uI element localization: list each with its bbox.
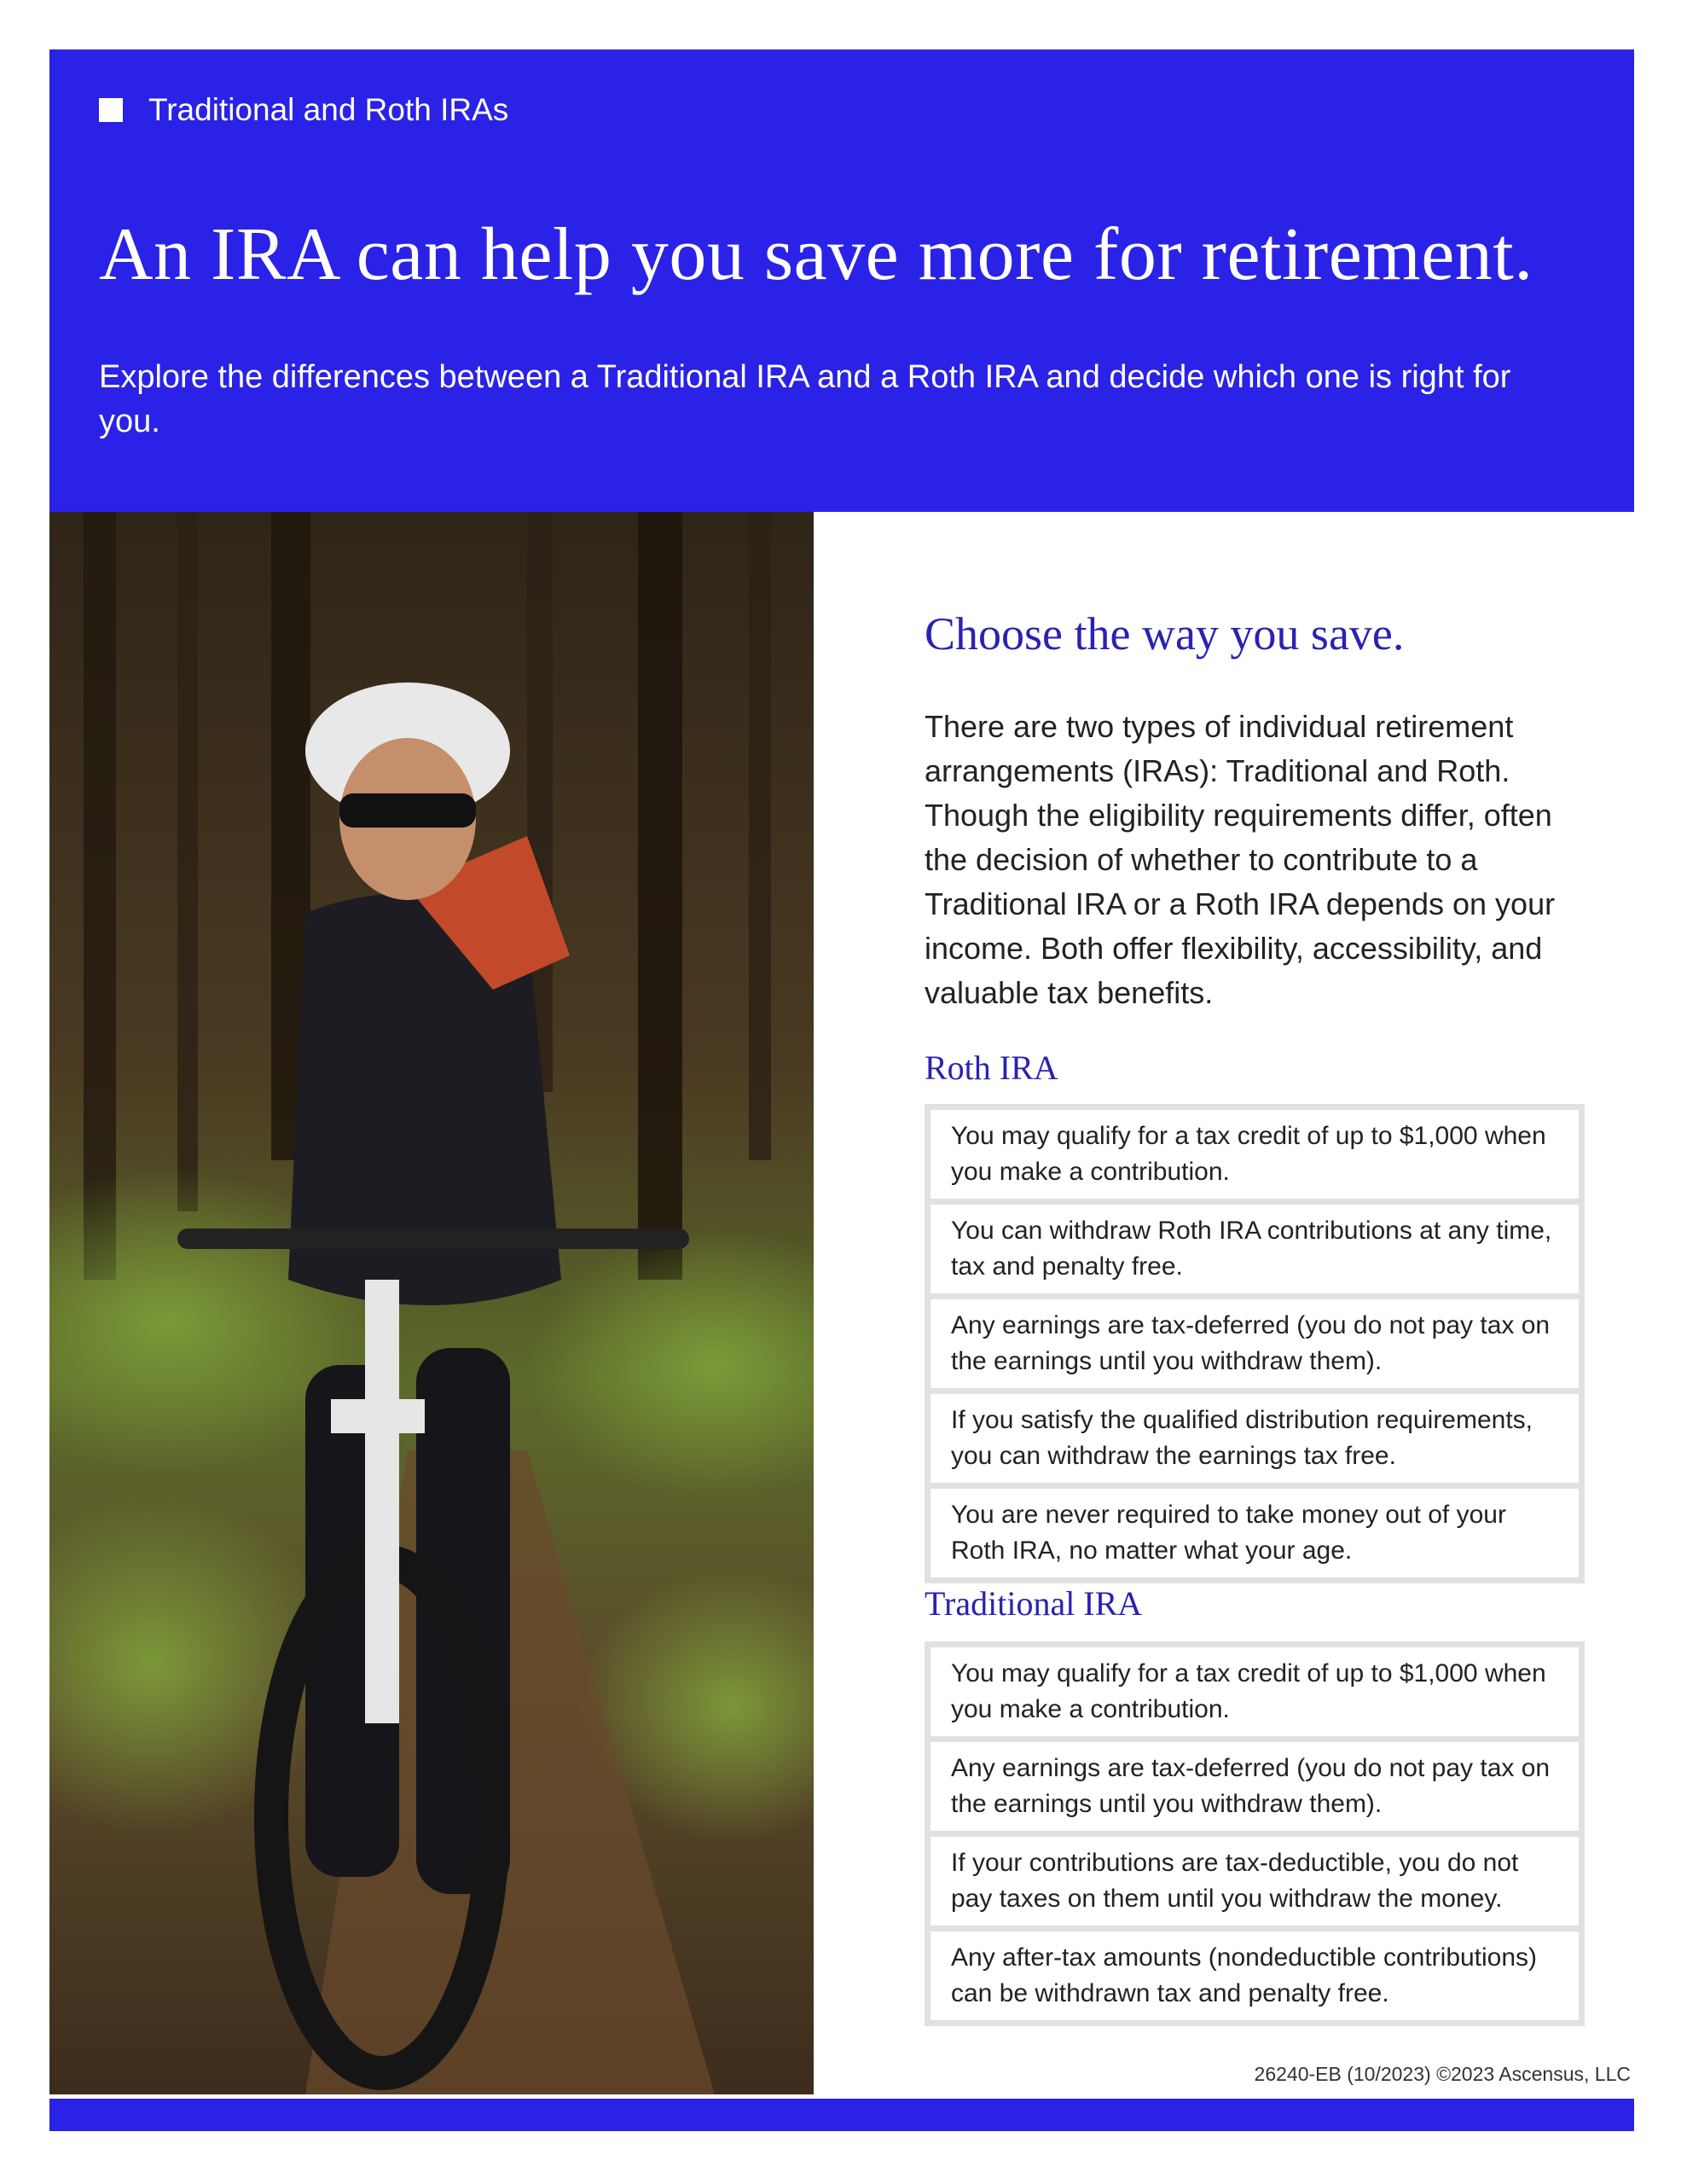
page-headline: An IRA can help you save more for retirement. xyxy=(99,213,1533,296)
traditional-ira-list xyxy=(925,1641,1585,2026)
cyclist-photo xyxy=(49,512,814,2094)
list-item: You can withdraw Roth IRA contributions at any time, tax and penalty free. xyxy=(930,1205,1579,1293)
document-code: 26240-EB (10/2023) ©2023 Ascensus, LLC xyxy=(1254,2063,1631,2085)
list-item: You may qualify for a tax credit of up to $1,000 when you make a contribution. xyxy=(930,1647,1579,1736)
bottom-bar xyxy=(49,2099,1634,2131)
list-item: If your contributions are tax-deductible, you do not pay taxes on them until you withdraw the money. xyxy=(930,1837,1579,1926)
list-item: Any earnings are tax-deferred (you do not pay tax on the earnings until you withdraw them). xyxy=(930,1742,1579,1831)
list-item: You may qualify for a tax credit of up to $1,000 when you make a contribution. xyxy=(930,1110,1579,1199)
kicker-label: Traditional and Roth IRAs xyxy=(148,92,509,127)
roth-ira-list xyxy=(925,1104,1585,1583)
list-item: If you satisfy the qualified distribution requirements, you can withdraw the earnings tax free. xyxy=(930,1394,1579,1483)
list-item: Any earnings are tax-deferred (you do not pay tax on the earnings until you withdraw them). xyxy=(930,1299,1579,1388)
list-item: Any after-tax amounts (nondeductible contributions) can be withdrawn tax and penalty free. xyxy=(930,1931,1579,2020)
header-banner xyxy=(49,49,1634,512)
page-subhead: Explore the differences between a Traditional IRA and a Roth IRA and decide which one is right for you. xyxy=(99,359,1511,439)
square-bullet-icon xyxy=(99,98,123,122)
section-title: Choose the way you save. xyxy=(925,608,1405,659)
kicker xyxy=(99,92,508,128)
roth-ira-heading: Roth IRA xyxy=(925,1048,1058,1087)
list-item: You are never required to take money out of your Roth IRA, no matter what your age. xyxy=(930,1489,1579,1577)
intro-paragraph: There are two types of individual retirement arrangements (IRAs): Traditional and Roth. Though the eligibility requirements differ, often the decision of whether to contribute to a Traditional IRA or a Roth IRA depends on your income. Both offer flexibility, accessibility, and valuable tax benefits. xyxy=(925,709,1556,1010)
traditional-ira-heading: Traditional IRA xyxy=(925,1584,1143,1623)
